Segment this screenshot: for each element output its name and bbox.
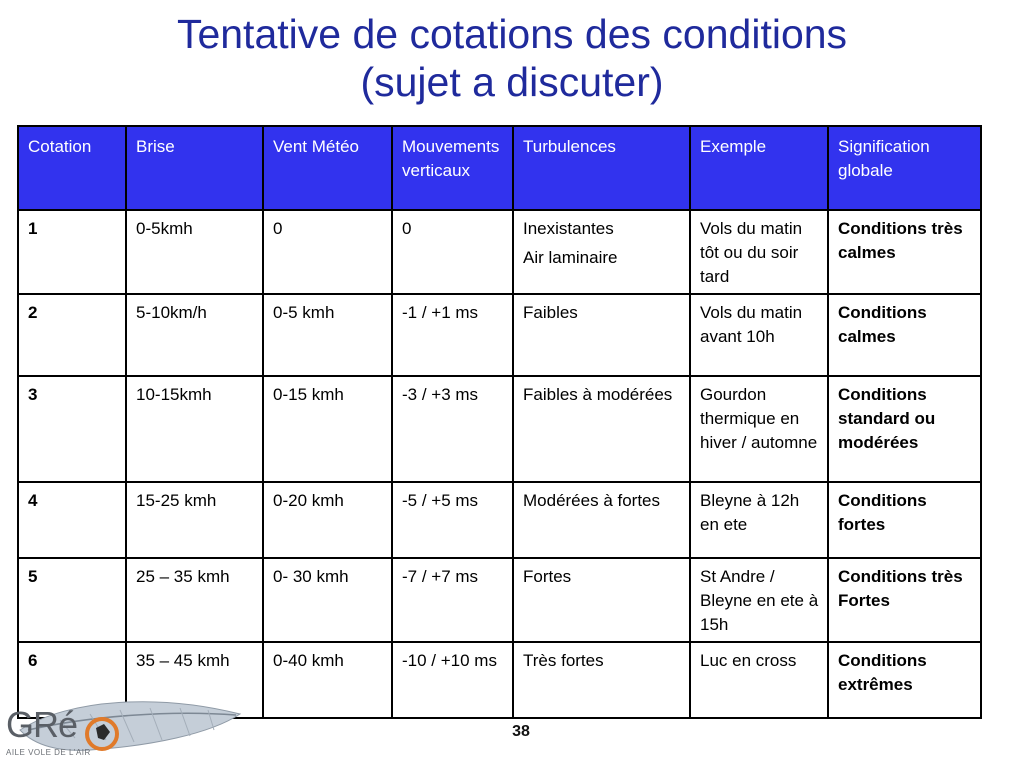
header-brise: Brise xyxy=(126,126,263,210)
header-vent-meteo: Vent Météo xyxy=(263,126,392,210)
cell-vent-meteo: 0 xyxy=(263,210,392,294)
cell-exemple: Luc en cross xyxy=(690,642,828,718)
cell-signification: Conditions extrêmes xyxy=(828,642,981,718)
header-turbulences: Turbulences xyxy=(513,126,690,210)
table-header-row xyxy=(18,126,981,210)
slide-title xyxy=(0,10,1024,106)
cell-exemple: Bleyne à 12h en ete xyxy=(690,482,828,558)
cell-turbulences: Fortes xyxy=(513,558,690,642)
cell-mouvements-verticaux: -10 / +10 ms xyxy=(392,642,513,718)
cell-turbulences-line: Air laminaire xyxy=(523,248,618,267)
cell-signification: Conditions calmes xyxy=(828,294,981,376)
slide-title-line-2: (sujet a discuter) xyxy=(360,59,664,105)
cell-vent-meteo: 0-15 kmh xyxy=(263,376,392,482)
table-row xyxy=(18,210,981,294)
header-mouvements-verticaux: Mouvements verticaux xyxy=(392,126,513,210)
cell-exemple: Gourdon thermique en hiver / automne xyxy=(690,376,828,482)
cell-cotation: 1 xyxy=(18,210,126,294)
cell-turbulences: Faibles à modérées xyxy=(513,376,690,482)
cell-vent-meteo: 0-20 kmh xyxy=(263,482,392,558)
cell-turbulences: Très fortes xyxy=(513,642,690,718)
page-number: 38 xyxy=(512,723,530,740)
cell-cotation: 2 xyxy=(18,294,126,376)
cell-mouvements-verticaux: -5 / +5 ms xyxy=(392,482,513,558)
cell-signification: Conditions standard ou modérées xyxy=(828,376,981,482)
cell-brise: 0-5kmh xyxy=(126,210,263,294)
cell-exemple: Vols du matin avant 10h xyxy=(690,294,828,376)
table-row xyxy=(18,376,981,482)
cell-cotation: 4 xyxy=(18,482,126,558)
cell-mouvements-verticaux: -3 / +3 ms xyxy=(392,376,513,482)
header-exemple: Exemple xyxy=(690,126,828,210)
cell-exemple: St Andre / Bleyne en ete à 15h xyxy=(690,558,828,642)
cell-signification: Conditions fortes xyxy=(828,482,981,558)
cell-brise: 10-15kmh xyxy=(126,376,263,482)
cell-signification: Conditions très Fortes xyxy=(828,558,981,642)
cell-mouvements-verticaux: -7 / +7 ms xyxy=(392,558,513,642)
table-row xyxy=(18,482,981,558)
cell-vent-meteo: 0- 30 kmh xyxy=(263,558,392,642)
cell-turbulences xyxy=(513,210,690,294)
logo-text: GRé xyxy=(6,704,78,745)
table-row xyxy=(18,558,981,642)
slide-title-line-1: Tentative de cotations des conditions xyxy=(176,11,848,57)
cell-cotation: 6 xyxy=(18,642,126,718)
cell-mouvements-verticaux: 0 xyxy=(392,210,513,294)
cell-turbulences: Faibles xyxy=(513,294,690,376)
cell-signification: Conditions très calmes xyxy=(828,210,981,294)
table-row xyxy=(18,294,981,376)
cell-vent-meteo: 0-40 kmh xyxy=(263,642,392,718)
header-signification-globale: Signification globale xyxy=(828,126,981,210)
cell-cotation: 5 xyxy=(18,558,126,642)
header-cotation: Cotation xyxy=(18,126,126,210)
cell-mouvements-verticaux: -1 / +1 ms xyxy=(392,294,513,376)
cell-brise: 5-10km/h xyxy=(126,294,263,376)
cotation-table xyxy=(17,125,982,719)
cell-exemple: Vols du matin tôt ou du soir tard xyxy=(690,210,828,294)
cell-turbulences: Modérées à fortes xyxy=(513,482,690,558)
cell-brise: 15-25 kmh xyxy=(126,482,263,558)
club-logo xyxy=(0,690,260,768)
cell-vent-meteo: 0-5 kmh xyxy=(263,294,392,376)
logo-subtitle: AILE VOLE DE L'AIR xyxy=(6,748,91,757)
cell-turbulences-line: Inexistantes xyxy=(523,219,614,238)
cell-brise: 25 – 35 kmh xyxy=(126,558,263,642)
cell-brise: 35 – 45 kmh xyxy=(126,642,263,718)
cell-cotation: 3 xyxy=(18,376,126,482)
